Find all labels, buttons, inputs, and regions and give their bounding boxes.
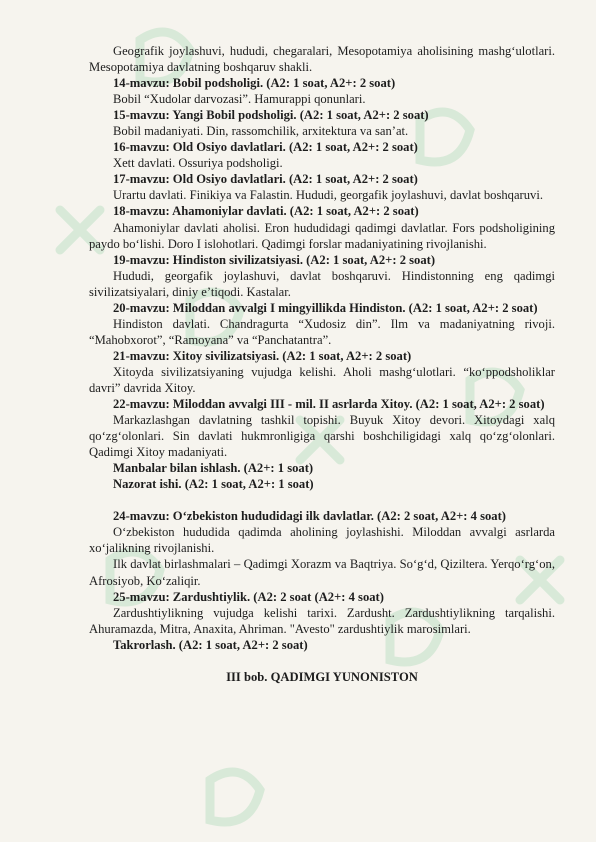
topic-heading: 25-mavzu: Zardushtiylik. (A2: 2 soat (A2+: 4 soat): [113, 589, 384, 604]
document-page: [89, 43, 555, 685]
body-paragraph: Bobil “Xudolar darvozasi”. Hamurappi qonunlari.: [113, 92, 366, 107]
body-paragraph: O‘zbekiston hududida qadimda aholining joylashishi. Miloddan avvalgi asrlarda xo‘jalikning rivojlanishi.: [89, 525, 555, 556]
topic-heading: Manbalar bilan ishlash. (A2+: 1 soat): [113, 461, 314, 476]
topic-heading: 18-mavzu: Ahamoniylar davlati. (A2: 1 soat, A2+: 2 soat): [113, 204, 419, 219]
body-paragraph: Urartu davlati. Finikiya va Falastin. Hududi, georgafik joylashuvi, davlat boshqaruvi.: [113, 188, 543, 203]
topic-heading: Takrorlash. (A2: 1 soat, A2+: 2 soat): [113, 637, 308, 652]
chapter-heading: III bob. QADIMGI YUNONISTON: [226, 669, 418, 684]
body-paragraph: Geografik joylashuvi, hududi, chegaralari, Mesopotamiya aholisining mashg‘ulotlari. Mesopotamiya davlatning boshqaruv shakli.: [89, 44, 555, 75]
topic-heading: 24-mavzu: O‘zbekiston hududidagi ilk davlatlar. (A2: 2 soat, A2+: 4 soat): [113, 509, 506, 524]
topic-heading: 15-mavzu: Yangi Bobil podsholigi. (A2: 1 soat, A2+: 2 soat): [113, 108, 429, 123]
body-paragraph: Markazlashgan davlatning tashkil topishi. Buyuk Xitoy devori. Xitoydagi xalq qo‘zg‘olonlari. Sin davlati hukmronligiga qarshi boshchiligidagi xalq qo‘zg‘olonlari. Qadimgi Xitoy madaniyati.: [89, 413, 555, 460]
topic-heading: 19-mavzu: Hindiston sivilizatsiyasi. (A2: 1 soat, A2+: 2 soat): [113, 252, 436, 267]
topic-heading: Nazorat ishi. (A2: 1 soat, A2+: 1 soat): [113, 477, 314, 492]
topic-heading: 16-mavzu: Old Osiyo davlatlari. (A2: 1 soat, A2+: 2 soat): [113, 140, 418, 155]
spacer: [89, 492, 555, 508]
topic-heading: 22-mavzu: Miloddan avvalgi III - mil. II asrlarda Xitoy. (A2: 1 soat, A2+: 2 soat): [113, 397, 545, 412]
body-paragraph: Xitoyda sivilizatsiyaning vujudga kelishi. Aholi mashg‘ulotlari. “ko‘ppodsholiklar davri” davrida Xitoy.: [89, 364, 555, 395]
topic-heading: 14-mavzu: Bobil podsholigi. (A2: 1 soat, A2+: 2 soat): [113, 76, 396, 91]
body-paragraph: Hududi, georgafik joylashuvi, davlat boshqaruvi. Hindistonning eng qadimgi sivilizatsiyalari, diniy e’tiqodi. Kastalar.: [89, 268, 555, 299]
body-paragraph: Bobil madaniyati. Din, rassomchilik, arxitektura va san’at.: [113, 124, 409, 139]
body-paragraph: Xett davlati. Ossuriya podsholigi.: [113, 156, 283, 171]
body-paragraph: Ahamoniylar davlati aholisi. Eron hududidagi qadimgi davlatlar. Fors podsholigining paydo bo‘lishi. Doro I islohotlari. Qadimgi forslar madaniyatining rivojlanishi.: [89, 220, 555, 251]
topic-heading: 20-mavzu: Miloddan avvalgi I mingyillikda Hindiston. (A2: 1 soat, A2+: 2 soat): [113, 300, 538, 315]
topic-heading: 17-mavzu: Old Osiyo davlatlari. (A2: 1 soat, A2+: 2 soat): [113, 172, 418, 187]
body-paragraph: Hindiston davlati. Chandragurta “Xudosiz din”. Ilm va madaniyatning rivoji. “Mahobxorot”, “Ramoyana” va “Panchatantra”.: [89, 316, 555, 347]
topic-heading: 21-mavzu: Xitoy sivilizatsiyasi. (A2: 1 soat, A2+: 2 soat): [113, 348, 412, 363]
body-paragraph: Ilk davlat birlashmalari – Qadimgi Xorazm va Baqtriya. So‘g‘d, Qiziltera. Yerqo‘rg‘on, Afrosiyob, Ko‘zaliqir.: [89, 557, 555, 588]
body-paragraph: Zardushtiylikning vujudga kelishi tarixi. Zardusht. Zardushtiylikning tarqalishi. Ahuramazda, Mitra, Anaxita, Ahriman. "Avesto" zardushtiylik marosimlari.: [89, 605, 555, 636]
